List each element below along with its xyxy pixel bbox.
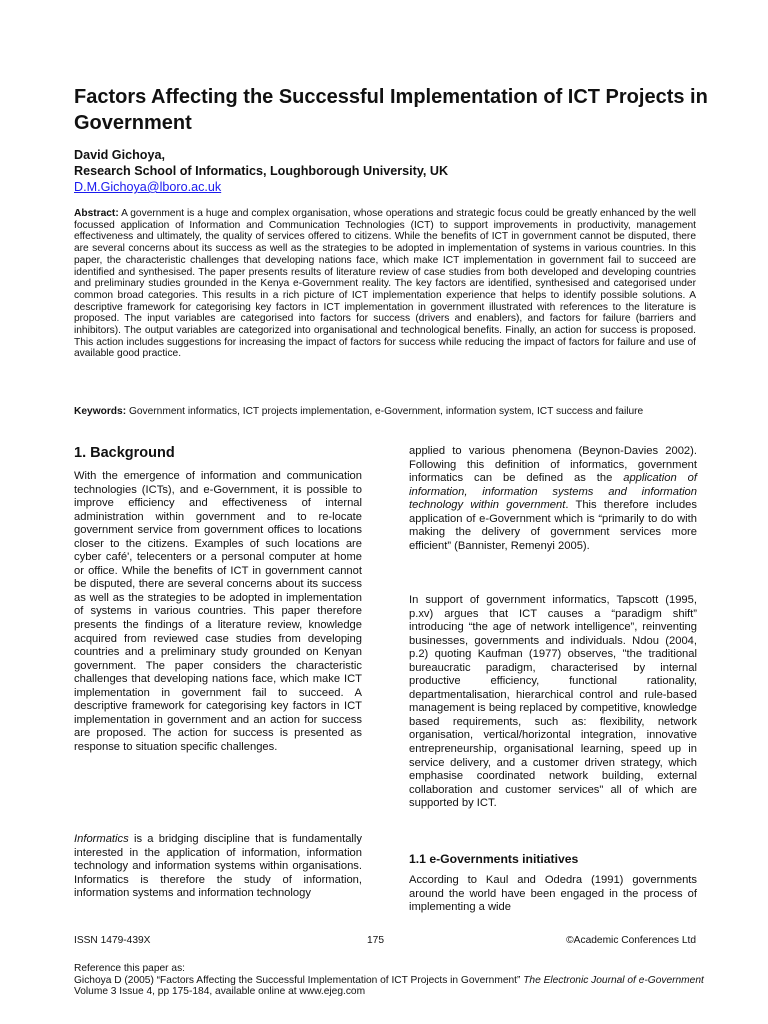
paper-title: Factors Affecting the Successful Implementation of ICT Projects in Government: [74, 86, 708, 134]
reference-citation: [74, 975, 714, 998]
paragraph-text: In support of government informatics, Tapscott (1995, p.xv) argues that ICT causes a “paradigm shift” introducing “the age of network intelligence”, reinventing businesses, governments and individuals. Ndou (2004, p.2) quoting Kaufman (1977) observes, "the traditional bureaucratic paradigm, characterised by internal productive efficiency, functional rationality, departmentalisation, hierarchical control and rule-based management is being replaced by competitive, knowledge based requirements, such as: flexibility, network organisation, vertical/horizontal integration, innovative entrepreneurship, organisational learning, speed up in service delivery, and a customer driven strategy, which emphasise coordinated network building, external collaboration and customer services" all of which are supported by ICT.: [409, 594, 697, 810]
paragraph-text: With the emergence of information and communication technologies (ICTs), and e-Government, it is possible to improve efficiency and effectiveness of internal administration within government and to re-locate government service from government offices to locations closer to the citizens. Examples of such locations are cyber café', telecenters or a personal computer at home or office. While the benefits of ICT in government cannot be disputed, there are several concerns about its success as well as the strategies to be adopted in implementation of systems in various countries. This paper therefore presents the findings of a literature review, knowledge acquired from reviewed case studies from developing countries and a preliminary study grounded on Kenyan government. The paper considers the characteristic challenges that developing nations face, which make ICT implementation in government fail to succeed. A descriptive framework for categorising key factors in ICT implementation in government and an action for success are proposed. The action for success is presented as response to situation specific challenges.: [74, 470, 362, 753]
citation-text: Volume 3 Issue 4, pp 175-184, available online at www.ejeg.com: [74, 986, 366, 998]
footer-page-number: 175: [367, 935, 384, 946]
paragraph-text: is a bridging discipline that is fundamentally interested in the application of information, information technology and information systems within organisations. Informatics is therefore the study of information, information systems and information technology: [74, 833, 362, 900]
keywords: [74, 406, 696, 418]
keywords-label: Keywords:: [74, 406, 127, 417]
author-email-link[interactable]: D.M.Gichoya@lboro.ac.uk: [74, 180, 222, 194]
subsection-heading-egov: 1.1 e-Governments initiatives: [409, 852, 579, 866]
author-affiliation: Research School of Informatics, Loughborough University, UK: [74, 164, 449, 178]
background-paragraph-1: [74, 470, 362, 754]
abstract: [74, 208, 696, 360]
egov-paragraph-1: [409, 874, 697, 915]
abstract-label: Abstract:: [74, 208, 119, 219]
reference-note: [74, 963, 714, 998]
journal-name: The Electronic Journal of e-Government: [523, 974, 704, 986]
abstract-text: A government is a huge and complex organisation, whose operations and strategic focus could be greatly enhanced by the well focussed application of Information and Communication Technologies (ICT) to support improvements in productivity, management effectiveness and ultimately, the quality of services offered to citizens. While the benefits of ICT in government cannot be disputed, there are several concerns about its success as well as the strategies to be adopted in implementation of systems in various countries. In this paper, the characteristic challenges that developing nations face, which make ICT implementation in government fail to succeed are identified and synthesised. The paper presents results of literature review of case studies from both developed and developing countries and preliminary studies grounded in the Kenya e-Government reality. The key factors are identified, synthesised and categorised under common broad categories. This results in a rich picture of ICT implementation experience that helps to identify possible solutions. A descriptive framework for categorising key factors in ICT implementation in government illustrated with references to the literature is proposed. The input variables are categorised into factors for success (drivers and enablers), and factors for failure (barriers and inhibitors). The output variables are categorized into organisational and technological benefits. Finally, an action for success is proposed. This action includes suggestions for increasing the impact of factors for success while reducing the impact of factors for failure and use of available good practice.: [74, 208, 696, 360]
footer-issn: ISSN 1479-439X: [74, 935, 151, 946]
paragraph-text: applied to various phenomena (Beynon-Davies 2002). Following this definition of informatics, government informatics can be defined as the: [409, 445, 697, 485]
informatics-term: Informatics: [74, 833, 129, 845]
citation-text: Gichoya D (2005) “Factors Affecting the Successful Implementation of ICT Projects in Government”: [74, 974, 524, 986]
reference-label: Reference this paper as:: [74, 963, 185, 974]
footer-copyright: ©Academic Conferences Ltd: [566, 935, 696, 946]
section-heading-background: 1. Background: [74, 445, 175, 461]
paragraph-text: According to Kaul and Odedra (1991) governments around the world have been engaged in the process of implementing a wide: [409, 874, 697, 914]
background-paragraph-2: [74, 833, 362, 901]
paragraph-text: . This therefore includes application of e-Government which is “primarily to do with making the delivery of government services more efficient” (Bannister, Remenyi 2005).: [409, 499, 697, 552]
column2-paragraph-2: [409, 594, 697, 811]
emphasis-definition: application of information, information systems and information technology within government: [409, 472, 697, 512]
column2-paragraph-1: [409, 445, 697, 553]
keywords-text: Government informatics, ICT projects implementation, e-Government, information system, ICT success and failure: [128, 406, 644, 417]
author-name: David Gichoya,: [74, 148, 165, 162]
